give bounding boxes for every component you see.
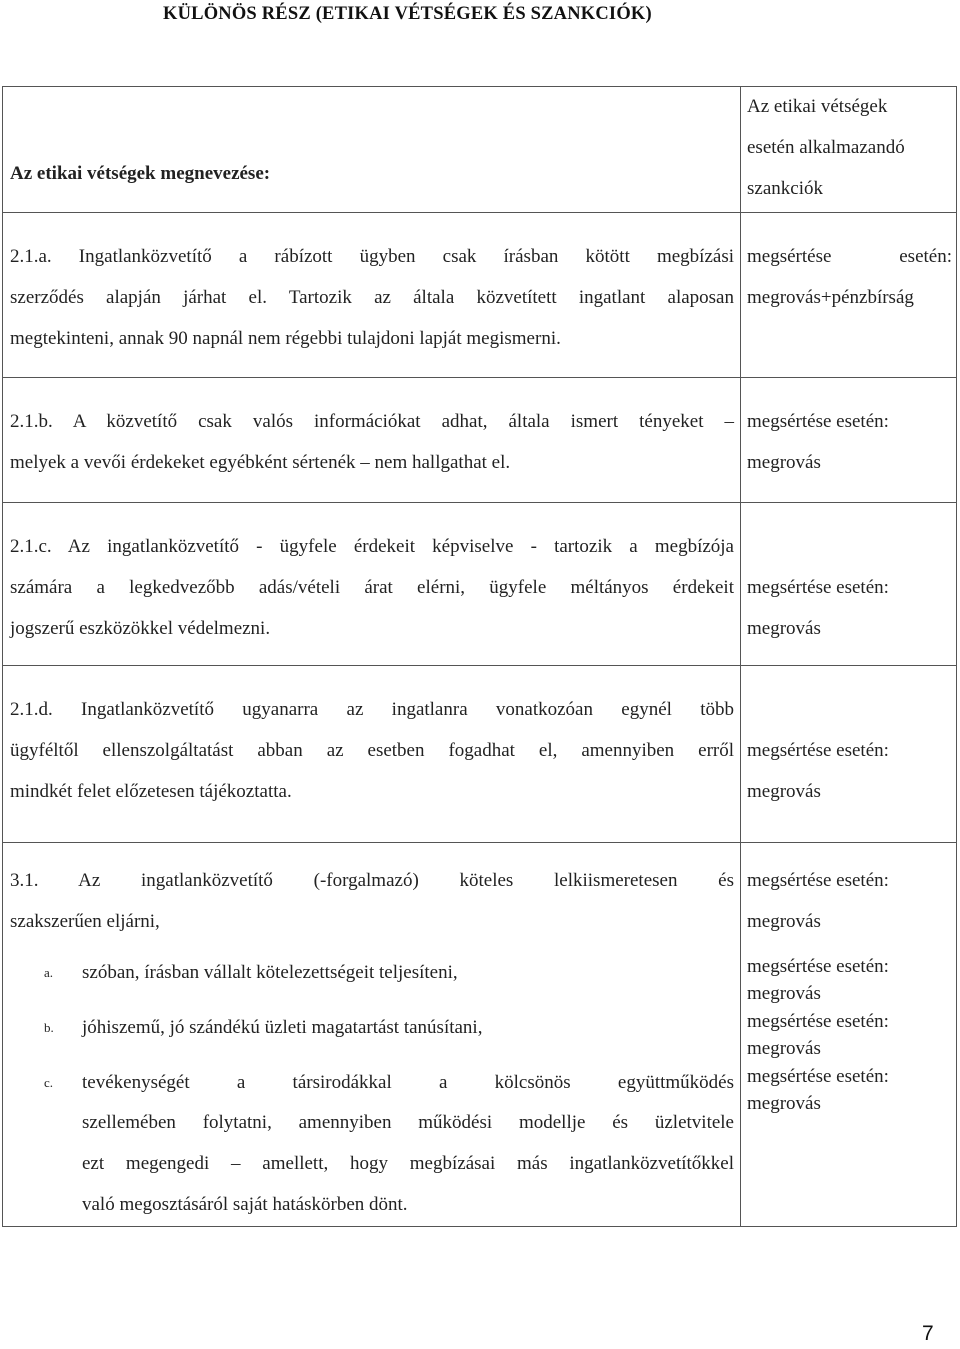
list-item [10,1063,734,1226]
violation-cell [3,213,741,378]
page-number: 7 [922,1322,934,1345]
violation-line: 2.1.b. A közvetítő csak valós információkat adhat, általa ismert tényeket – [10,411,734,432]
header-right-line: esetén alkalmazandó [747,136,905,158]
violation-line: számára a legkedvezőbb adás/vételi árat elérni, ügyfele méltányos érdekeit [10,576,734,598]
sub-sanction [747,1008,952,1063]
sanction-line: megsértése esetén: [747,870,889,891]
list-item-line: való megosztásáról saját hatáskörben dönt. [82,1193,408,1215]
list-item-text: szóban, írásban vállalt kötelezettségeit teljesíteni, [82,961,458,983]
violation-line: jogszerű eszközökkel védelmezni. [10,617,271,639]
sanction-cell [741,378,957,503]
table-row [3,503,957,666]
violation-line: melyek a vevői érdekeket egyébként sértenék – nem hallgathat el. [10,451,511,473]
sanction-line: megrovás [747,910,821,932]
violation-line: 3.1. Az ingatlanközvetítő (-forgalmazó) köteles lelkiismeretesen és [10,870,734,891]
list-item-label: a. [44,964,54,980]
header-right-line: Az etikai vétségek [747,96,888,117]
violation-line: szerződés alapján járhat el. Tartozik az általa közvetített ingatlant alaposan [10,286,734,308]
sanction-line: megrovás [747,451,821,473]
header-left-label: Az etikai vétségek megnevezése: [10,163,271,184]
header-right-line: szankciók [747,177,823,199]
violation-cell [3,503,741,666]
violation-line: mindkét felet előzetesen tájékoztatta. [10,780,292,802]
violation-cell [3,843,741,1227]
list-item-line: ezt megengedi – amellett, hogy megbízásai más ingatlanközvetítőkkel [82,1153,734,1175]
violation-line: 2.1.d. Ingatlanközvetítő ugyanarra az ingatlanra vonatkozóan egynél több [10,699,734,720]
sanction-line: megrovás+pénzbírság [747,286,914,308]
sanction-line: megsértése esetén: [747,411,889,432]
sanction-cell [741,213,957,378]
sanction-cell [741,843,957,1227]
list-item [10,953,734,1008]
sanction-line: megsértése esetén: [747,955,889,977]
sanction-cell [741,666,957,843]
violation-cell [3,378,741,503]
list-item-label: b. [44,1019,54,1035]
table-row [3,213,957,378]
list-item-text: jóhiszemű, jó szándékú üzleti magatartást tanúsítani, [82,1016,483,1038]
violation-line: 2.1.a. Ingatlanközvetítő a rábízott ügyben csak írásban kötött megbízási [10,246,734,267]
sub-sanction [747,953,952,1008]
sanction-line: megrovás [747,1037,821,1059]
violation-cell [3,666,741,843]
page-title: KÜLÖNÖS RÉSZ (ETIKAI VÉTSÉGEK ÉS SZANKCIÓK) [163,4,652,24]
header-right-cell [741,87,957,213]
table-row [3,666,957,843]
list-item-line: tevékenységét a társirodákkal a kölcsönös együttműködés [82,1071,734,1093]
table-row [3,378,957,503]
sanction-line: megsértése esetén: [747,1065,889,1087]
violation-line: 2.1.c. Az ingatlanközvetítő - ügyfele érdekeit képviselve - tartozik a megbízója [10,536,734,557]
sanction-line: megsértése esetén: [747,246,952,267]
sanction-line: megrovás [747,1092,821,1114]
sanctions-table [2,86,957,1227]
sanction-cell [741,503,957,666]
header-left-cell [3,87,741,213]
violation-line: szakszerűen eljárni, [10,910,160,932]
sanction-line: megrovás [747,982,821,1004]
sanction-line: megrovás [747,780,821,802]
violation-line: megtekinteni, annak 90 napnál nem régebbi tulajdoni lapját megismerni. [10,327,561,349]
sanction-line: megsértése esetén: [747,740,889,761]
violation-line: ügyféltől ellenszolgáltatást abban az esetben fogadhat el, amennyiben erről [10,739,734,761]
sanction-line: megrovás [747,617,821,639]
list-item [10,1008,734,1063]
list-item-line: szellemében folytatni, amennyiben működési modellje és üzletvitele [82,1112,734,1134]
sanction-line: megsértése esetén: [747,577,889,598]
sanction-line: megsértése esetén: [747,1010,889,1032]
table-header-row [3,87,957,213]
table-row [3,843,957,1227]
list-item-label: c. [44,1074,54,1090]
sub-sanction [747,1063,952,1117]
